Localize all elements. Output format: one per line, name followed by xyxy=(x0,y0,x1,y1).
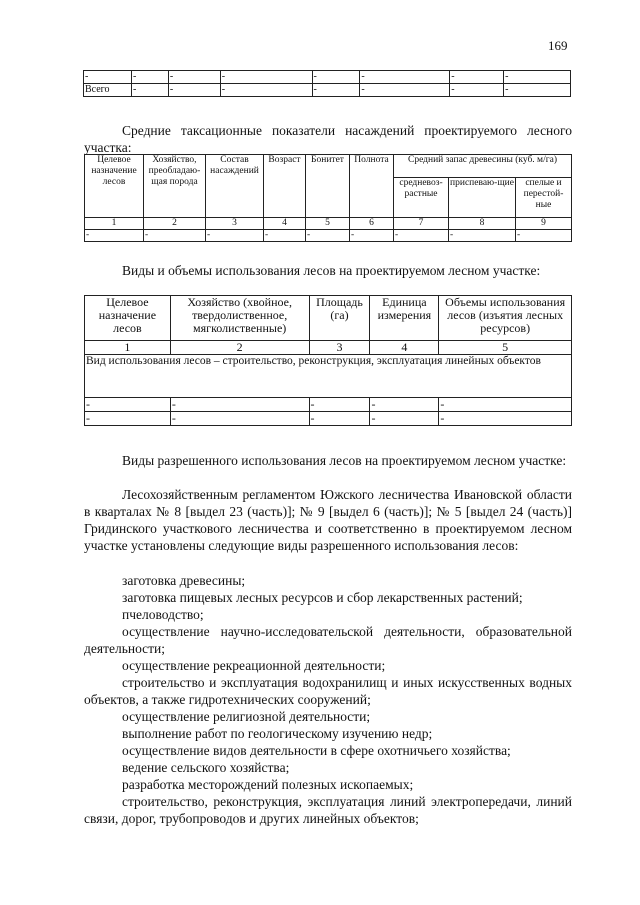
table-cell: - xyxy=(312,84,360,97)
table-cell: - xyxy=(449,230,516,242)
table-cell: - xyxy=(206,230,264,242)
table-cell: - xyxy=(370,398,439,412)
page-number: 169 xyxy=(548,38,568,53)
table-cell: 8 xyxy=(449,218,516,230)
permitted-use-list xyxy=(84,572,572,827)
table-cell: - xyxy=(450,71,504,84)
section-title-text: Виды разрешенного использования лесов на проектируемом лесном участке: xyxy=(122,453,567,468)
table-cell: 1 xyxy=(85,218,144,230)
section-title-usage xyxy=(84,262,572,279)
list-item: заготовка пищевых лесных ресурсов и сбор лекарственных растений; xyxy=(122,590,523,605)
table-cell: 3 xyxy=(206,218,264,230)
table-cell: - xyxy=(504,71,571,84)
table-cell: - xyxy=(504,84,571,97)
table-header-cell: Состав насаждений xyxy=(206,155,264,218)
list-item: пчеловодство; xyxy=(122,607,204,622)
continuation-table xyxy=(83,70,571,97)
list-item: заготовка древесины; xyxy=(122,573,246,588)
table-cell: - xyxy=(220,84,312,97)
table-span-cell: Вид использования лесов – строительство, реконструкция, эксплуатация линейных объектов xyxy=(85,355,572,398)
table-cell: - xyxy=(220,71,312,84)
list-item: разработка месторождений полезных ископаемых; xyxy=(122,777,414,792)
section-title-taxation xyxy=(84,122,572,156)
section-title-text: Виды и объемы использования лесов на проектируемом лесном участке: xyxy=(122,263,541,278)
table-cell: - xyxy=(360,84,450,97)
table-cell: - xyxy=(85,230,144,242)
table-cell: - xyxy=(144,230,206,242)
table-cell: - xyxy=(131,84,168,97)
table-cell: - xyxy=(394,230,449,242)
table-cell: - xyxy=(170,398,309,412)
table-subheader-cell: спелые и перестой-ные xyxy=(516,178,572,218)
table-header-cell: Средний запас древесины (куб. м/га) xyxy=(394,155,572,178)
table-cell: 2 xyxy=(170,341,309,355)
intro-text: Лесохозяйственным регламентом Южского лесничества Ивановской области в кварталах № 8 [выдел 23 (часть)]; № 9 [выдел 6 (часть)]; № 5 [выдел 24 (часть)] Гридинского участкового лесничества и соответственно в проектируемом лесном участке установлены следующие виды разрешенного использования лесов: xyxy=(84,487,572,553)
section-title-permitted xyxy=(84,452,572,469)
table-header-cell: Целевое назначение лесов xyxy=(85,155,144,218)
table-cell: 4 xyxy=(370,341,439,355)
table-cell: - xyxy=(84,71,132,84)
table-header-cell: Хозяйство (хвойное, твердолиственное, мягколиственные) xyxy=(170,296,309,341)
table-cell: - xyxy=(264,230,306,242)
usage-table xyxy=(84,295,572,426)
table-cell: - xyxy=(439,398,572,412)
table-header-cell: Полнота xyxy=(350,155,394,218)
table-cell: - xyxy=(312,71,360,84)
table-cell: - xyxy=(85,398,171,412)
table-header-row xyxy=(85,296,572,341)
intro-paragraph xyxy=(84,486,572,554)
table-row xyxy=(85,398,572,412)
list-item: строительство и эксплуатация водохранилищ и иных искусственных водных объектов, а также гидротехнических сооружений; xyxy=(84,675,572,707)
table-row xyxy=(85,355,572,398)
table-header-cell: Возраст xyxy=(264,155,306,218)
table-cell: 5 xyxy=(306,218,350,230)
table-row xyxy=(85,412,572,426)
table-number-row xyxy=(85,218,572,230)
list-item: осуществление видов деятельности в сфере охотничьего хозяйства; xyxy=(122,743,511,758)
table-cell: - xyxy=(168,84,220,97)
table-cell: 9 xyxy=(516,218,572,230)
table-cell: 7 xyxy=(394,218,449,230)
table-cell: 5 xyxy=(439,341,572,355)
table-header-cell: Площадь (га) xyxy=(309,296,370,341)
list-item: осуществление научно-исследовательской деятельности, образовательной деятельности; xyxy=(84,624,572,656)
table-cell: - xyxy=(370,412,439,426)
table-row xyxy=(85,230,572,242)
table-cell: 6 xyxy=(350,218,394,230)
table-cell: 3 xyxy=(309,341,370,355)
table-subheader-cell: средневоз-растные xyxy=(394,178,449,218)
table-cell: Всего xyxy=(84,84,132,97)
table-cell: 1 xyxy=(85,341,171,355)
list-item: осуществление религиозной деятельности; xyxy=(122,709,371,724)
table-header-cell: Объемы использования лесов (изъятия лесных ресурсов) xyxy=(439,296,572,341)
table-cell: - xyxy=(309,398,370,412)
table-header-cell: Бонитет xyxy=(306,155,350,218)
table-cell: - xyxy=(306,230,350,242)
table-cell: - xyxy=(360,71,450,84)
table-header-cell: Целевое назначение лесов xyxy=(85,296,171,341)
list-item: строительство, реконструкция, эксплуатация линий электропередачи, линий связи, дорог, трубопроводов и других линейных объектов; xyxy=(84,794,572,826)
table-row xyxy=(84,84,571,97)
table-number-row xyxy=(85,341,572,355)
taxation-table xyxy=(84,154,572,242)
table-cell: - xyxy=(85,412,171,426)
table-cell: - xyxy=(350,230,394,242)
table-cell: - xyxy=(439,412,572,426)
table-subheader-cell: приспеваю-щие xyxy=(449,178,516,218)
section-title-text: Средние таксационные показатели насаждений проектируемого лесного участка: xyxy=(84,123,572,155)
table-header-cell: Хозяйство, преобладаю-щая порода xyxy=(144,155,206,218)
table-cell: - xyxy=(170,412,309,426)
table-cell: - xyxy=(309,412,370,426)
list-item: выполнение работ по геологическому изучению недр; xyxy=(122,726,433,741)
table-header-cell: Единица измерения xyxy=(370,296,439,341)
table-cell: 4 xyxy=(264,218,306,230)
table-cell: - xyxy=(516,230,572,242)
table-cell: 2 xyxy=(144,218,206,230)
table-cell: - xyxy=(450,84,504,97)
table-cell: - xyxy=(168,71,220,84)
table-header-row xyxy=(85,155,572,178)
list-item: осуществление рекреационной деятельности; xyxy=(122,658,386,673)
list-item: ведение сельского хозяйства; xyxy=(122,760,290,775)
table-cell: - xyxy=(131,71,168,84)
table-row xyxy=(84,71,571,84)
